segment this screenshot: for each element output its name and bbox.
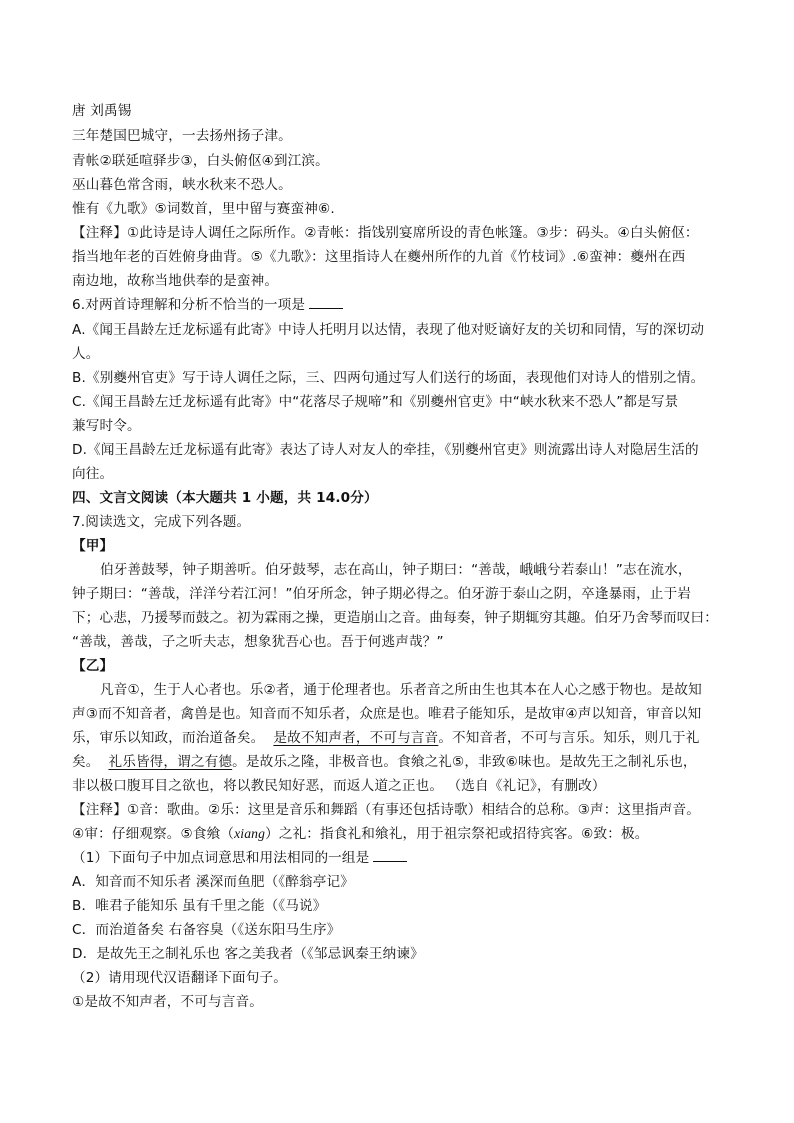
question-6-stem xyxy=(72,296,343,314)
option-b: B.《别夔州官吏》写于诗人调任之际，三、四两句通过写人们送行的场面，表现他们对诗人的惜别之情。 xyxy=(72,370,705,386)
poem-line: 三年楚国巴城守，一去扬州扬子津。 xyxy=(72,128,292,144)
sub-question-2-item: ①是故不知声者，不可与言音。 xyxy=(72,994,264,1010)
passage-yi-line: 凡音①，生于人心者也。乐②者，通于伦理者也。乐者音之所由生也其本在人心之感于物也。是故知 xyxy=(100,682,702,698)
underlined-sentence: 是故不知声者，不可与言音 xyxy=(273,730,439,746)
question-6-text: 6.对两首诗理解和分析不恰当的一项是 xyxy=(72,297,306,313)
poem-author: 唐 刘禹锡 xyxy=(72,103,132,119)
poem-line: 巫山暮色常含雨，峡水秋来不恐人。 xyxy=(72,177,292,193)
option-d-cont: 向往。 xyxy=(72,466,114,482)
passage-jia-label: 【甲】 xyxy=(72,538,114,554)
passage-yi-line: 声③而不知音者，禽兽是也。知音而不知乐者，众庶是也。唯君子能知乐，是故审④声以知音，审音以知 xyxy=(72,706,702,722)
poem-note: 南边地，故称当地供奉的是蛮神。 xyxy=(72,273,279,289)
passage-note xyxy=(72,825,649,843)
passage-jia-line: 钟子期曰：“善哉，洋洋兮若江河！”伯牙所念，钟子期必得之。伯牙游于泰山之阴，卒逢暴雨，止于岩 xyxy=(72,586,692,602)
option-d: D.《闻王昌龄左迁龙标遥有此寄》表达了诗人对友人的牵挂，《别夔州官吏》则流露出诗人对隐居生活的 xyxy=(72,442,699,458)
underlined-sentence: 礼乐皆得，谓之有德 xyxy=(108,754,233,770)
poem-note: 【注释】①此诗是诗人调任之际所作。②青帐：指饯别宴席所设的青色帐篷。③步：码头。④白头俯伛： xyxy=(72,225,699,241)
poem-line: 惟有《九歌》⑤词数首，里中留与赛蛮神⑥. xyxy=(72,201,335,217)
passage-yi-text: 乐，审乐以知政，而治道备矣。 xyxy=(72,730,265,746)
passage-yi-line xyxy=(72,729,699,747)
option-c: C.《闻王昌龄左迁龙标遥有此寄》中“花落尽子规啼”和《别夔州官吏》中“峡水秋来不恐人”都是写景 xyxy=(72,394,679,410)
answer-blank[interactable] xyxy=(309,296,343,309)
option-a-cont: 人。 xyxy=(72,346,100,362)
option-c-cont: 兼写时令。 xyxy=(72,418,141,434)
sub-option-b: B．唯君子能知乐 虽有千里之能（《马说》 xyxy=(72,898,327,914)
section-heading: 四、文言文阅读（本大题共 1 小题，共 14.0分） xyxy=(72,490,378,506)
sub-question-2-stem: （2）请用现代汉语翻译下面句子。 xyxy=(72,970,287,986)
sub-question-1-stem xyxy=(72,849,407,867)
passage-yi-text: 。不知音者，不可与言乐。知乐，则几于礼 xyxy=(438,730,700,746)
pinyin: xiang xyxy=(234,826,266,841)
question-7-stem: 7.阅读选文，完成下列各题。 xyxy=(72,514,251,530)
poem-line: 青帐②联延喧驿步③，白头俯伛④到江滨。 xyxy=(72,153,329,169)
passage-jia-line: “善哉，善哉，子之听夫志，想象犹吾心也。吾于何逃声哉？” xyxy=(72,634,444,650)
poem-note: 指当地年老的百姓俯身曲背。⑤《九歌》：这里指诗人在夔州所作的九首《竹枝词》.⑥蛮神：夔州在西 xyxy=(72,249,686,265)
passage-yi-line xyxy=(72,753,697,771)
sub-option-c: C．而治道备矣 右备容臭（《送东阳马生序》 xyxy=(72,922,341,938)
passage-jia-line: 下；心悲，乃援琴而鼓之。初为霖雨之操，更造崩山之音。曲每奏，钟子期辄穷其趣。伯牙乃舍琴而叹曰： xyxy=(72,610,718,626)
passage-note-text: ）之礼：指食礼和飨礼，用于祖宗祭祀或招待宾客。⑥致：极。 xyxy=(265,826,649,842)
passage-yi-text: 矣。 xyxy=(72,754,100,770)
sub-option-a: A．知音而不知乐者 溪深而鱼肥（《醉翁亭记》 xyxy=(72,874,354,890)
passage-jia-line: 伯牙善鼓琴，钟子期善听。伯牙鼓琴，志在高山，钟子期曰：“善哉，峨峨兮若泰山！”志在流水， xyxy=(100,562,692,578)
passage-note-text: ④审：仔细观察。⑤食飨（ xyxy=(72,826,235,842)
passage-yi-label: 【乙】 xyxy=(72,658,114,674)
option-a: A.《闻王昌龄左迁龙标遥有此寄》中诗人托明月以达情，表现了他对贬谪好友的关切和同情，写的深切动 xyxy=(72,322,705,338)
passage-note: 【注释】①音：歌曲。②乐：这里是音乐和舞蹈（有事还包括诗歌）相结合的总称。③声：这里指声音。 xyxy=(72,802,700,818)
passage-yi-text: 。是故乐之隆，非极音也。食飨之礼⑤，非致⑥味也。是故先王之制礼乐也， xyxy=(232,754,697,770)
passage-yi-line: 非以极口腹耳目之欲也，将以教民知好恶，而返人道之正也。 （选自《礼记》，有删改） xyxy=(72,778,606,794)
sub-question-1-text: （1）下面句子中加点词意思和用法相同的一组是 xyxy=(72,850,370,866)
sub-option-d: D．是故先王之制礼乐也 客之美我者（《邹忌讽秦王纳谏》 xyxy=(72,946,424,962)
answer-blank[interactable] xyxy=(373,849,407,862)
